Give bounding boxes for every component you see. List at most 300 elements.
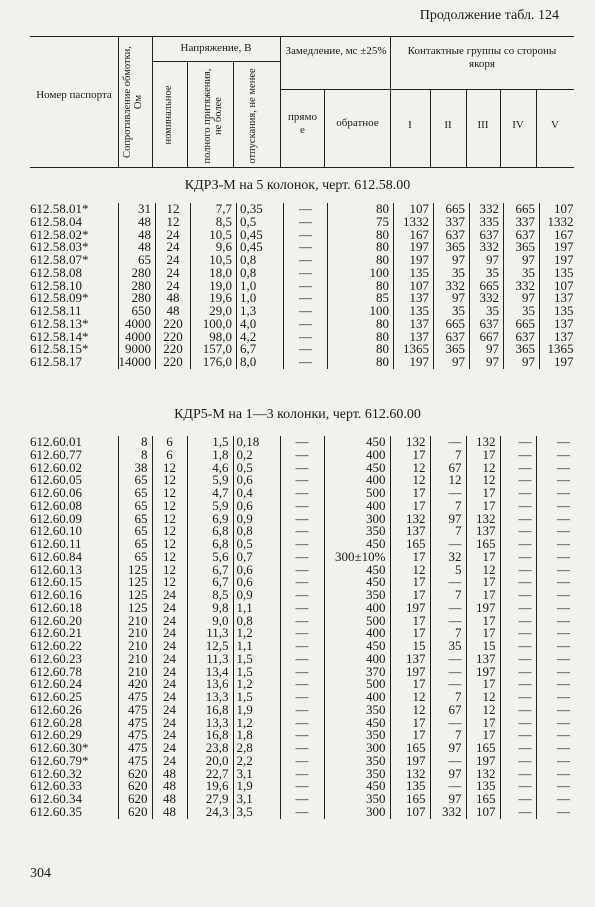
cell-c2: 7: [430, 449, 466, 462]
cell-c2: 337: [434, 216, 470, 229]
cell-c3: 197: [466, 666, 500, 679]
cell-c4: —: [500, 513, 536, 526]
cell-release: 1,0: [237, 280, 284, 293]
cell-resistance: 65: [118, 254, 156, 267]
cell-c1: 165: [390, 538, 430, 551]
cell-c3: 165: [466, 793, 500, 806]
cell-c4: 637: [504, 331, 540, 344]
resistance-header: Сопротивление обмотки, Ом: [122, 46, 144, 158]
cell-passport: 612.60.10: [30, 523, 82, 539]
cell-c1: 165: [390, 742, 430, 755]
cell-nominal: 12: [152, 551, 187, 564]
cell-release: 0,18: [233, 436, 280, 449]
cell-pickup: 22,7: [187, 768, 233, 781]
cell-c3: 35: [470, 305, 504, 318]
cell-c5: —: [536, 487, 574, 500]
cell-pickup: 9,8: [187, 602, 233, 615]
cell-c4: —: [500, 525, 536, 538]
data-table-kdr5: [30, 436, 574, 819]
cell-resistance: 31: [118, 203, 156, 216]
cell-passport: 612.58.11: [30, 303, 82, 318]
cell-c1: 132: [390, 513, 430, 526]
cell-c3: 12: [466, 564, 500, 577]
cell-c1: 135: [394, 267, 434, 280]
cell-passport: 612.60.26: [30, 701, 82, 717]
cell-pickup: 6,8: [187, 525, 233, 538]
cell-passport: 612.58.04: [30, 213, 82, 229]
cell-c1: 17: [390, 576, 430, 589]
cell-resistance: 65: [118, 538, 152, 551]
cell-c2: 35: [430, 640, 466, 653]
cell-c5: 1332: [540, 216, 578, 229]
cell-direct: —: [280, 564, 324, 577]
cell-release: 0,45: [237, 241, 284, 254]
cell-direct: —: [284, 203, 328, 216]
cell-nominal: 24: [152, 717, 187, 730]
cell-c4: 665: [504, 318, 540, 331]
cell-nominal: 220: [156, 356, 191, 369]
cell-c4: —: [500, 602, 536, 615]
cell-reverse: 450: [324, 564, 390, 577]
cell-c2: —: [430, 653, 466, 666]
cell-nominal: 12: [152, 576, 187, 589]
cell-resistance: 475: [118, 704, 152, 717]
cell-reverse: 400: [324, 627, 390, 640]
cell-direct: —: [284, 356, 328, 369]
cell-c3: 17: [466, 729, 500, 742]
cell-direct: —: [280, 627, 324, 640]
cell-passport: 612.60.18: [30, 599, 82, 615]
cell-c2: 7: [430, 729, 466, 742]
cell-pickup: 100,0: [191, 318, 237, 331]
cell-c5: —: [536, 474, 574, 487]
cell-c3: 165: [466, 742, 500, 755]
cell-c2: 332: [434, 280, 470, 293]
reverse-delay-header: обратное: [336, 117, 379, 129]
cell-pickup: 23,8: [187, 742, 233, 755]
cell-reverse: 80: [328, 331, 394, 344]
cell-reverse: 450: [324, 462, 390, 475]
cell-pickup: 13,6: [187, 678, 233, 691]
cell-nominal: 220: [156, 343, 191, 356]
cell-c3: 107: [466, 806, 500, 819]
cell-nominal: 48: [156, 292, 191, 305]
cell-direct: —: [280, 755, 324, 768]
direct-delay-header: прямое: [288, 111, 317, 136]
cell-passport: 612.60.16: [30, 587, 82, 602]
cell-release: 1,5: [233, 691, 280, 704]
cell-passport: 612.58.14*: [30, 328, 89, 344]
cell-reverse: 100: [328, 305, 394, 318]
cell-c1: 167: [394, 229, 434, 242]
cell-resistance: 65: [118, 513, 152, 526]
cell-c5: —: [536, 806, 574, 819]
cell-direct: —: [280, 768, 324, 781]
cell-reverse: 450: [324, 576, 390, 589]
cell-direct: —: [280, 487, 324, 500]
cell-passport: 612.60.11: [30, 536, 82, 551]
cell-release: 1,2: [233, 627, 280, 640]
cell-pickup: 20,0: [187, 755, 233, 768]
cell-nominal: 220: [156, 318, 191, 331]
cell-c4: 97: [504, 356, 540, 369]
cell-direct: —: [280, 653, 324, 666]
table-row: [30, 356, 578, 369]
cell-c2: 67: [430, 462, 466, 475]
cell-resistance: 475: [118, 691, 152, 704]
cell-c1: 137: [394, 331, 434, 344]
cell-c4: —: [500, 729, 536, 742]
cell-c4: —: [500, 538, 536, 551]
cell-c1: 165: [390, 793, 430, 806]
cell-passport: 612.60.77: [30, 446, 82, 462]
cell-c2: —: [430, 576, 466, 589]
cell-passport: 612.60.84: [30, 548, 82, 564]
cell-c5: 137: [540, 331, 578, 344]
cell-reverse: 400: [324, 500, 390, 513]
cell-c3: 17: [466, 551, 500, 564]
cell-c1: 17: [390, 487, 430, 500]
cell-c2: —: [430, 666, 466, 679]
cell-nominal: 12: [152, 538, 187, 551]
cell-c4: 35: [504, 267, 540, 280]
cell-c2: —: [430, 602, 466, 615]
cell-reverse: 80: [328, 356, 394, 369]
cell-reverse: 80: [328, 280, 394, 293]
cell-nominal: 24: [156, 254, 191, 267]
cell-direct: —: [280, 449, 324, 462]
cell-resistance: 210: [118, 640, 152, 653]
cell-reverse: 80: [328, 343, 394, 356]
cell-direct: —: [280, 640, 324, 653]
table-continuation-caption: Продолжение табл. 124: [419, 8, 559, 23]
cell-pickup: 98,0: [191, 331, 237, 344]
cell-pickup: 27,9: [187, 793, 233, 806]
cell-pickup: 9,0: [187, 615, 233, 628]
cell-c2: —: [430, 678, 466, 691]
cell-c3: 15: [466, 640, 500, 653]
cell-reverse: 80: [328, 203, 394, 216]
cell-c5: 167: [540, 229, 578, 242]
cell-direct: —: [284, 292, 328, 305]
cell-release: 0,8: [237, 254, 284, 267]
cell-passport: 612.58.09*: [30, 290, 89, 306]
cell-c4: —: [500, 500, 536, 513]
cell-release: 2,2: [233, 755, 280, 768]
cell-c1: 197: [390, 602, 430, 615]
cell-c5: —: [536, 538, 574, 551]
cell-c1: 15: [390, 640, 430, 653]
cell-reverse: 350: [324, 704, 390, 717]
cell-pickup: 176,0: [191, 356, 237, 369]
cell-c5: —: [536, 436, 574, 449]
cell-c1: 107: [390, 806, 430, 819]
cell-release: 1,3: [237, 305, 284, 318]
cell-passport: 612.58.03*: [30, 239, 89, 255]
cell-c5: 107: [540, 203, 578, 216]
cell-c5: 137: [540, 318, 578, 331]
cell-c1: 12: [390, 462, 430, 475]
cell-resistance: 65: [118, 551, 152, 564]
cell-c3: 135: [466, 780, 500, 793]
cell-release: 1,1: [233, 640, 280, 653]
cell-c4: —: [500, 474, 536, 487]
cell-c2: 97: [430, 768, 466, 781]
cell-c5: —: [536, 691, 574, 704]
cell-resistance: 8: [118, 449, 152, 462]
cell-passport: 612.60.34: [30, 791, 82, 806]
cell-resistance: 620: [118, 780, 152, 793]
cell-c1: 17: [390, 589, 430, 602]
cell-c3: 12: [466, 462, 500, 475]
cell-resistance: 125: [118, 564, 152, 577]
cell-c2: 7: [430, 525, 466, 538]
cell-pickup: 7,7: [191, 203, 237, 216]
cell-direct: —: [284, 331, 328, 344]
cell-nominal: 24: [156, 267, 191, 280]
cell-c3: 17: [466, 627, 500, 640]
cell-nominal: 24: [152, 602, 187, 615]
cell-reverse: 350: [324, 755, 390, 768]
cell-c5: —: [536, 755, 574, 768]
cell-pickup: 6,7: [187, 564, 233, 577]
cell-pickup: 1,8: [187, 449, 233, 462]
cell-release: 0,5: [233, 538, 280, 551]
cell-release: 0,9: [233, 513, 280, 526]
data-table-kdr3: [30, 203, 578, 369]
cell-c1: 17: [390, 729, 430, 742]
cell-c2: 7: [430, 627, 466, 640]
cell-c4: 637: [504, 229, 540, 242]
cell-c1: 17: [390, 678, 430, 691]
cell-release: 6,7: [237, 343, 284, 356]
cell-c1: 197: [390, 666, 430, 679]
cell-pickup: 10,5: [191, 229, 237, 242]
cell-nominal: 24: [152, 653, 187, 666]
cell-pickup: 157,0: [191, 343, 237, 356]
cell-c3: 132: [466, 436, 500, 449]
contact-col-1: I: [408, 119, 412, 131]
cell-pickup: 13,4: [187, 666, 233, 679]
cell-c5: —: [536, 640, 574, 653]
cell-nominal: 12: [152, 525, 187, 538]
cell-c2: 97: [434, 292, 470, 305]
cell-pickup: 29,0: [191, 305, 237, 318]
cell-c3: 197: [466, 602, 500, 615]
cell-nominal: 6: [152, 449, 187, 462]
cell-reverse: 400: [324, 653, 390, 666]
cell-pickup: 5,9: [187, 500, 233, 513]
cell-passport: 612.60.15: [30, 574, 82, 590]
cell-reverse: 450: [324, 780, 390, 793]
cell-c4: —: [500, 717, 536, 730]
cell-passport: 612.60.21: [30, 625, 82, 641]
cell-nominal: 12: [156, 216, 191, 229]
cell-c5: 135: [540, 267, 578, 280]
cell-direct: —: [280, 793, 324, 806]
cell-pickup: 18,0: [191, 267, 237, 280]
cell-reverse: 450: [324, 640, 390, 653]
cell-resistance: 65: [118, 525, 152, 538]
cell-c4: —: [500, 640, 536, 653]
cell-c4: —: [500, 704, 536, 717]
cell-direct: —: [280, 589, 324, 602]
cell-nominal: 12: [156, 203, 191, 216]
cell-c1: 197: [394, 254, 434, 267]
cell-direct: —: [284, 241, 328, 254]
cell-release: 1,2: [233, 717, 280, 730]
cell-c1: 1365: [394, 343, 434, 356]
cell-reverse: 80: [328, 229, 394, 242]
cell-passport: 612.60.05: [30, 472, 82, 488]
cell-c3: 137: [466, 653, 500, 666]
cell-c5: 197: [540, 254, 578, 267]
cell-c4: —: [500, 487, 536, 500]
cell-direct: —: [280, 551, 324, 564]
cell-c1: 137: [394, 318, 434, 331]
cell-c2: 12: [430, 474, 466, 487]
cell-passport: 612.58.01*: [30, 201, 89, 216]
cell-c1: 17: [390, 627, 430, 640]
section-title-kdr5: КДР5-М на 1—3 колонки, черт. 612.60.00: [174, 407, 421, 422]
cell-c1: 132: [390, 436, 430, 449]
cell-pickup: 24,3: [187, 806, 233, 819]
cell-resistance: 125: [118, 602, 152, 615]
cell-pickup: 8,5: [191, 216, 237, 229]
cell-c2: —: [430, 487, 466, 500]
cell-c3: 12: [466, 691, 500, 704]
cell-pickup: 19,6: [191, 292, 237, 305]
cell-c5: 197: [540, 356, 578, 369]
cell-release: 1,2: [233, 678, 280, 691]
cell-nominal: 24: [152, 691, 187, 704]
cell-resistance: 65: [118, 474, 152, 487]
cell-resistance: 475: [118, 742, 152, 755]
cell-c5: —: [536, 717, 574, 730]
cell-c2: 665: [434, 203, 470, 216]
cell-release: 0,6: [233, 576, 280, 589]
cell-c3: 35: [470, 267, 504, 280]
cell-resistance: 14000: [118, 356, 156, 369]
cell-c2: 7: [430, 691, 466, 704]
cell-resistance: 48: [118, 216, 156, 229]
cell-reverse: 100: [328, 267, 394, 280]
cell-passport: 612.58.10: [30, 277, 82, 293]
cell-reverse: 300: [324, 742, 390, 755]
cell-nominal: 48: [152, 793, 187, 806]
cell-nominal: 12: [152, 462, 187, 475]
cell-resistance: 280: [118, 292, 156, 305]
cell-c2: 7: [430, 500, 466, 513]
cell-resistance: 475: [118, 755, 152, 768]
cell-c2: 35: [434, 267, 470, 280]
cell-c3: 137: [466, 525, 500, 538]
cell-pickup: 6,7: [187, 576, 233, 589]
cell-c4: 332: [504, 280, 540, 293]
cell-direct: —: [284, 216, 328, 229]
cell-resistance: 420: [118, 678, 152, 691]
cell-passport: 612.58.08: [30, 264, 82, 280]
cell-c2: 365: [434, 343, 470, 356]
cell-pickup: 16,8: [187, 729, 233, 742]
cell-pickup: 4,7: [187, 487, 233, 500]
cell-nominal: 48: [152, 780, 187, 793]
cell-resistance: 620: [118, 793, 152, 806]
cell-resistance: 620: [118, 768, 152, 781]
cell-release: 0,5: [233, 462, 280, 475]
section-title-kdr3: КДРЗ-М на 5 колонок, черт. 612.58.00: [184, 178, 411, 193]
cell-pickup: 5,9: [187, 474, 233, 487]
cell-c5: —: [536, 793, 574, 806]
cell-c5: —: [536, 653, 574, 666]
cell-c1: 137: [390, 653, 430, 666]
cell-resistance: 9000: [118, 343, 156, 356]
cell-reverse: 450: [324, 717, 390, 730]
cell-release: 3,1: [233, 768, 280, 781]
cell-c3: 17: [466, 576, 500, 589]
cell-c1: 197: [394, 241, 434, 254]
cell-direct: —: [284, 267, 328, 280]
cell-c1: 17: [390, 717, 430, 730]
cell-c4: —: [500, 627, 536, 640]
cell-nominal: 24: [152, 666, 187, 679]
cell-resistance: 475: [118, 729, 152, 742]
cell-c3: 335: [470, 216, 504, 229]
cell-c1: 197: [390, 755, 430, 768]
cell-nominal: 24: [152, 589, 187, 602]
cell-c3: 132: [466, 768, 500, 781]
cell-c5: 197: [540, 241, 578, 254]
cell-c4: 97: [504, 292, 540, 305]
delay-group-header: Замедление, мс ±25%: [285, 45, 387, 57]
cell-reverse: 400: [324, 691, 390, 704]
cell-c4: —: [500, 768, 536, 781]
cell-c4: —: [500, 678, 536, 691]
cell-reverse: 500: [324, 615, 390, 628]
cell-c5: —: [536, 589, 574, 602]
cell-passport: 612.60.23: [30, 650, 82, 666]
cell-release: 0,8: [233, 615, 280, 628]
cell-c3: 97: [470, 254, 504, 267]
cell-pickup: 5,6: [187, 551, 233, 564]
cell-nominal: 220: [156, 331, 191, 344]
cell-passport: 612.60.01: [30, 434, 82, 449]
cell-c5: —: [536, 449, 574, 462]
cell-passport: 612.60.78: [30, 663, 82, 679]
cell-c3: 332: [470, 203, 504, 216]
cell-c2: 97: [434, 356, 470, 369]
cell-release: 0,4: [233, 487, 280, 500]
cell-nominal: 24: [156, 229, 191, 242]
cell-resistance: 280: [118, 267, 156, 280]
cell-direct: —: [280, 678, 324, 691]
cell-c5: 107: [540, 280, 578, 293]
cell-nominal: 24: [156, 241, 191, 254]
cell-release: 0,8: [233, 525, 280, 538]
cell-pickup: 6,9: [187, 513, 233, 526]
cell-c1: 135: [394, 305, 434, 318]
cell-passport: 612.60.35: [30, 803, 82, 819]
cell-c2: —: [430, 615, 466, 628]
cell-passport: 612.58.17: [30, 354, 82, 369]
cell-direct: —: [280, 704, 324, 717]
cell-release: 0,5: [237, 216, 284, 229]
cell-c3: 132: [466, 513, 500, 526]
cell-direct: —: [284, 305, 328, 318]
cell-c2: 97: [430, 793, 466, 806]
cell-resistance: 125: [118, 589, 152, 602]
cell-direct: —: [280, 538, 324, 551]
